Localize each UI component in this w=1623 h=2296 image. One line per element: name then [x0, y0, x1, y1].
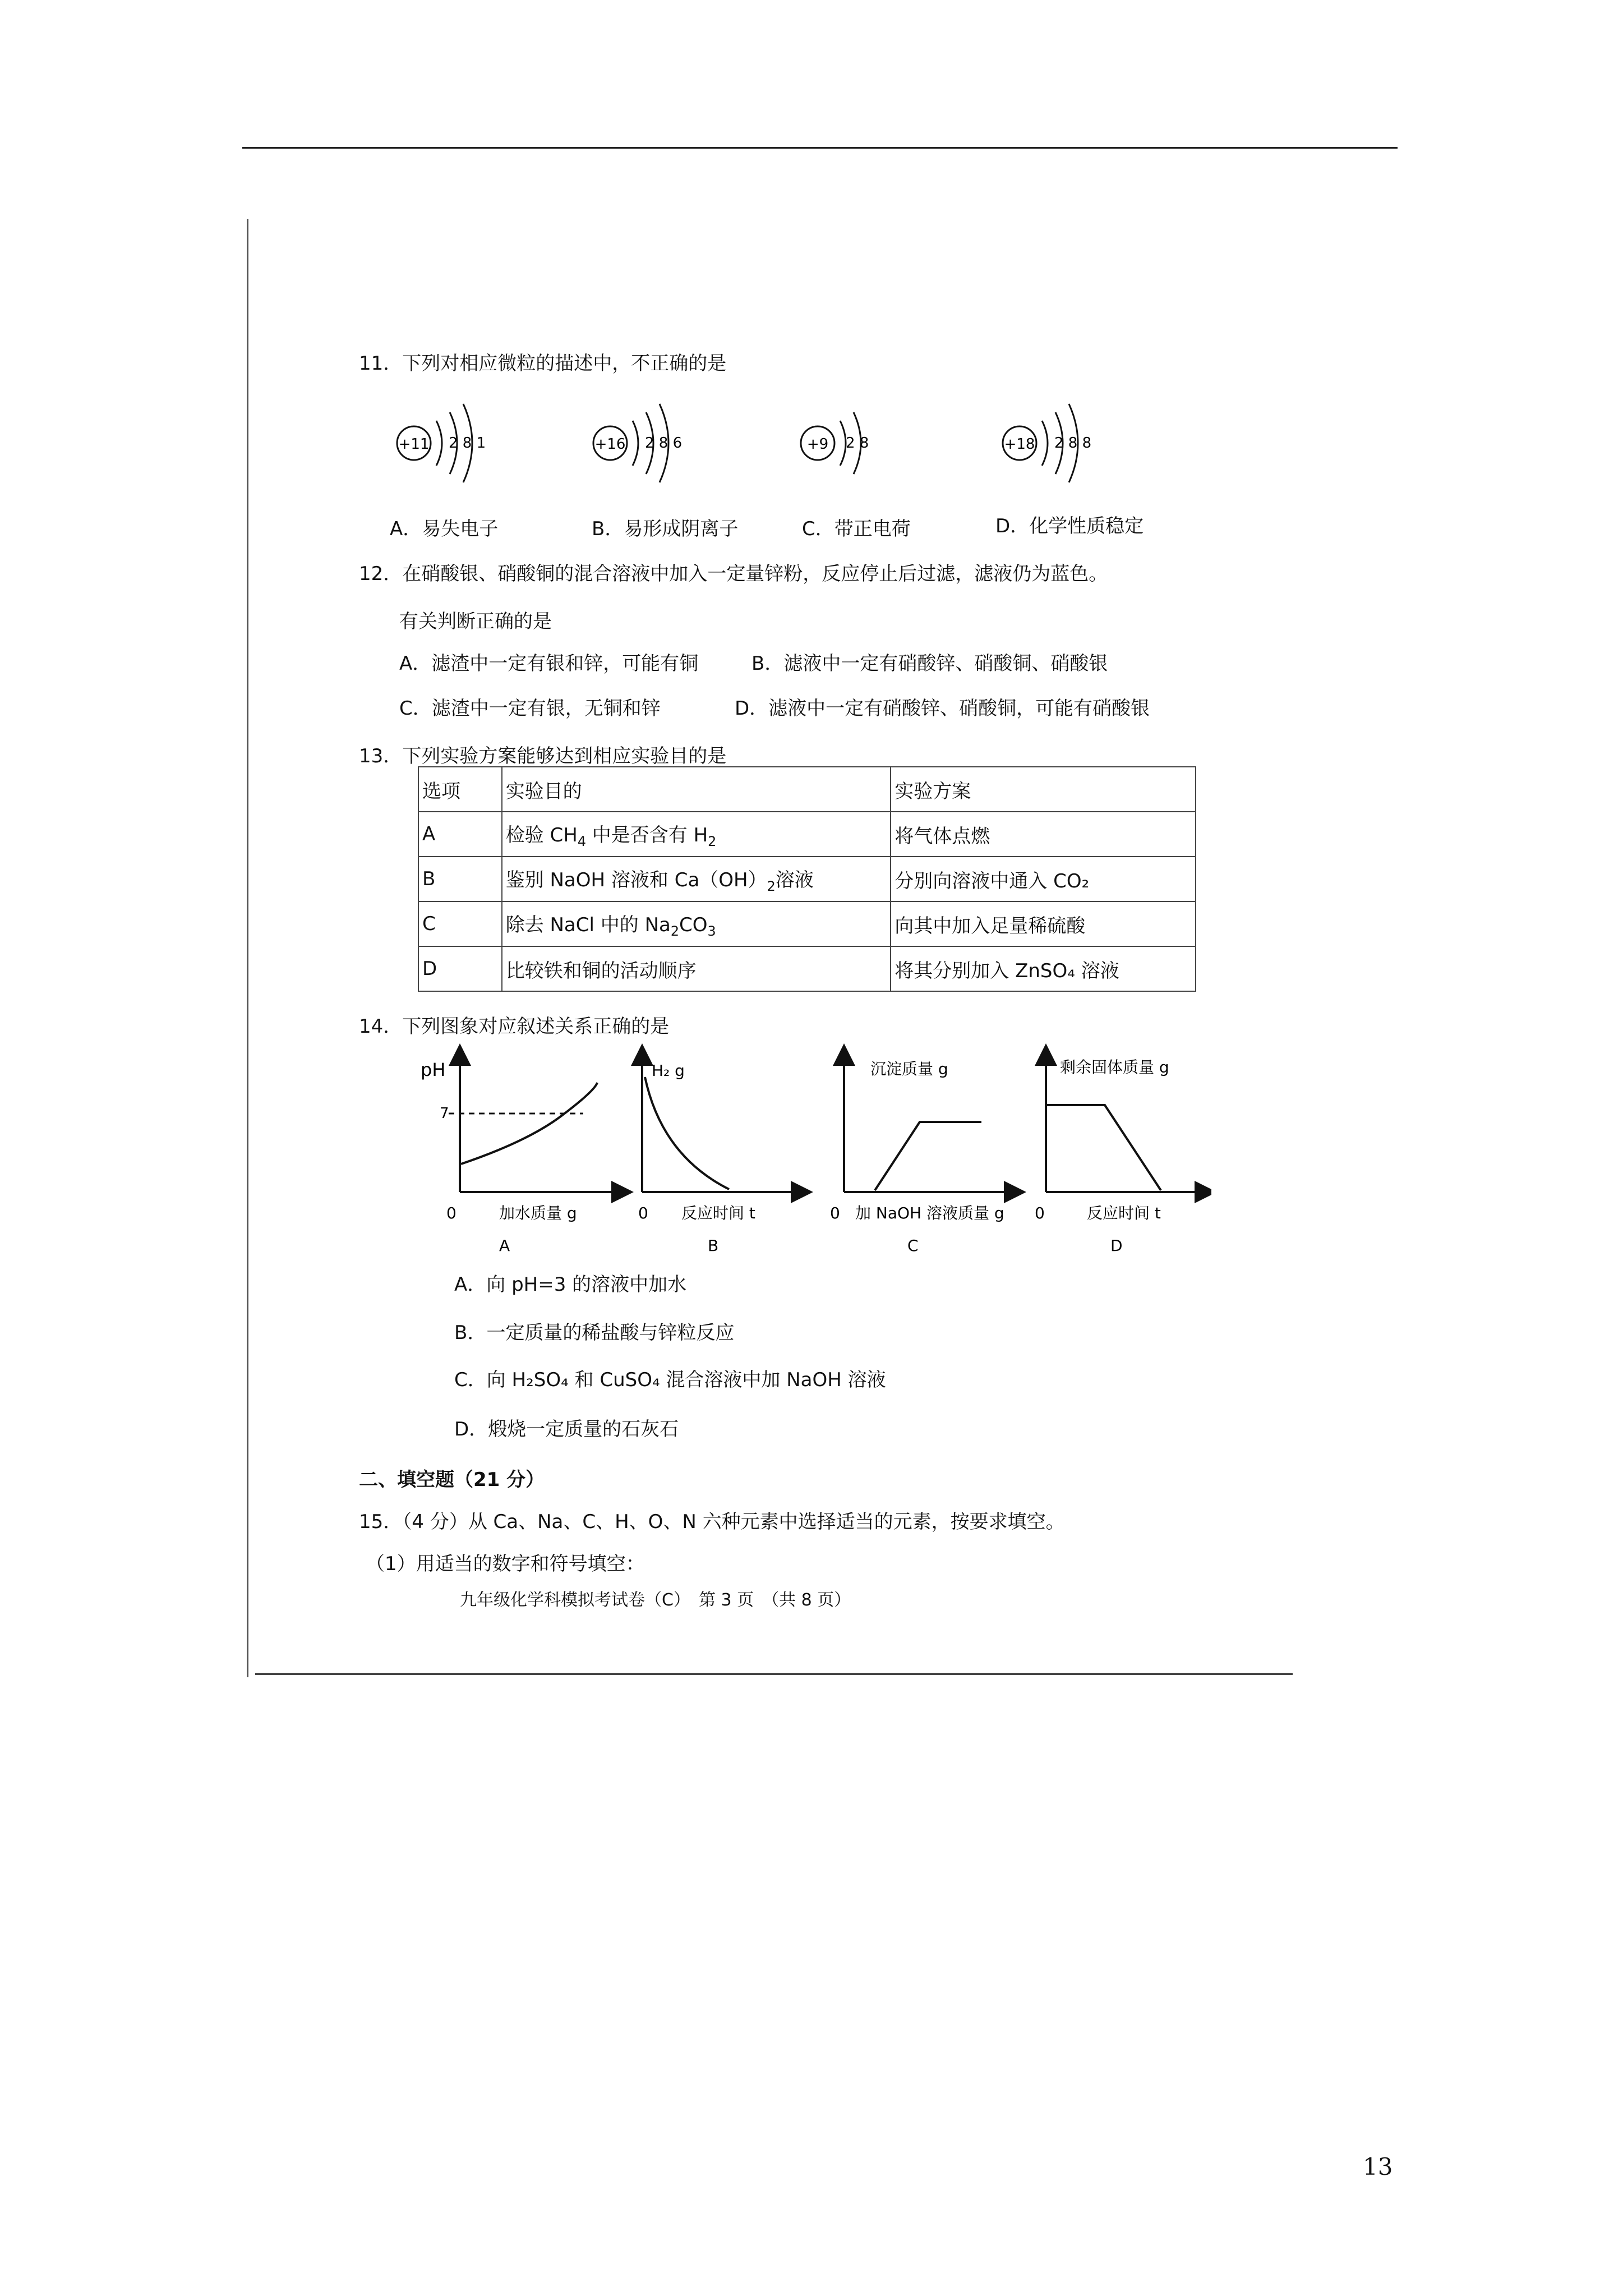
- q12-option-a: A．滤渣中一定有银和锌，可能有铜: [399, 652, 699, 675]
- row-goal: 除去 NaCl 中的 $Na_2CO_3$: [502, 901, 891, 946]
- table-row: [418, 857, 1196, 901]
- graph-a-xlabel: 加水质量 g: [499, 1204, 577, 1222]
- q11-option-d: D．化学性质稳定: [995, 515, 1144, 537]
- atom-d-shells: 2 8 8: [1054, 435, 1092, 452]
- row-option: A: [418, 812, 502, 857]
- graph-a-origin: 0: [446, 1204, 457, 1222]
- table-row: [418, 812, 1196, 857]
- atom-b-nucleus: +16: [594, 436, 626, 453]
- q14-option-d: D．煅烧一定质量的石灰石: [454, 1418, 679, 1441]
- graph-d: [1035, 1055, 1206, 1255]
- row-goal: 鉴别 NaOH 溶液和 $Ca(OH)_2$溶液: [502, 857, 891, 901]
- q12-stem-2: 有关判断正确的是: [399, 610, 552, 633]
- graph-c-origin: 0: [830, 1204, 840, 1222]
- section-2-heading: 二、填空题（21 分）: [359, 1469, 545, 1491]
- scan-bottom-edge: [255, 1673, 1293, 1675]
- graph-d-xlabel: 反应时间 t: [1087, 1204, 1161, 1222]
- graph-d-letter: D: [1110, 1236, 1123, 1255]
- header-cell-goal: 实验目的: [502, 767, 891, 812]
- table-row: [418, 901, 1196, 946]
- row-plan: 将气体点燃: [891, 812, 1196, 857]
- graph-a: [421, 1055, 623, 1255]
- atom-a-shells: 2 8 1: [449, 435, 486, 452]
- header-cell-option: 选项: [418, 767, 502, 812]
- atom-b-shells: 2 8 6: [645, 435, 683, 452]
- row-option: B: [418, 857, 502, 901]
- q12-stem: 12．在硝酸银、硝酸铜的混合溶液中加入一定量锌粉，反应停止后过滤，滤液仍为蓝色。: [359, 563, 1108, 585]
- graph-a-tick: 7: [440, 1105, 449, 1122]
- atom-c-nucleus: +9: [806, 436, 829, 453]
- graph-c-xlabel: 加 NaOH 溶液质量 g: [855, 1204, 1004, 1222]
- row-plan: 向其中加入足量稀硫酸: [891, 901, 1196, 946]
- row-plan: 分别向溶液中通入 CO₂: [891, 857, 1196, 901]
- graph-b-letter: B: [708, 1236, 719, 1255]
- graph-d-ylabel: 剩余固体质量 g: [1060, 1058, 1169, 1076]
- table-header-row: [418, 767, 1196, 812]
- header-rule: [242, 147, 1398, 149]
- q11-option-a: A．易失电子: [390, 518, 499, 540]
- q13-table: [418, 766, 1196, 992]
- atom-d-nucleus: +18: [1004, 436, 1035, 453]
- row-plan: 将其分别加入 ZnSO₄ 溶液: [891, 946, 1196, 991]
- q11-option-c: C．带正电荷: [802, 518, 911, 540]
- graph-b-ylabel: H₂ g: [652, 1061, 685, 1080]
- row-option: C: [418, 901, 502, 946]
- table-row: [418, 946, 1196, 991]
- graph-c-letter: C: [907, 1236, 919, 1255]
- graph-c: [830, 1055, 1015, 1255]
- page-number: 13: [1363, 2153, 1393, 2180]
- graph-b: [638, 1055, 802, 1255]
- graph-a-letter: A: [499, 1236, 510, 1255]
- header-cell-plan: 实验方案: [891, 767, 1196, 812]
- scan-left-edge: [247, 219, 248, 1677]
- row-goal: 检验 $CH_4$ 中是否含有 $H_2$: [502, 812, 891, 857]
- atom-diagram-b: [593, 404, 682, 482]
- graph-d-origin: 0: [1035, 1204, 1045, 1222]
- q14-option-a: A．向 pH=3 的溶液中加水: [454, 1273, 687, 1296]
- q14-option-b: B．一定质量的稀盐酸与锌粒反应: [454, 1322, 735, 1344]
- q12-option-b: B．滤液中一定有硝酸锌、硝酸铜、硝酸银: [751, 652, 1108, 675]
- row-goal: 比较铁和铜的活动顺序: [502, 946, 891, 991]
- graph-c-ylabel: 沉淀质量 g: [870, 1060, 948, 1078]
- q11-option-b: B．易形成阴离子: [592, 518, 739, 540]
- q12-option-c: C．滤渣中一定有银，无铜和锌: [399, 697, 661, 720]
- q14-graphs: [415, 1043, 1211, 1262]
- atom-diagram-c: [801, 412, 869, 474]
- q11-stem: 11．下列对相应微粒的描述中，不正确的是: [359, 352, 727, 375]
- q12-option-d: D．滤液中一定有硝酸锌、硝酸铜，可能有硝酸银: [735, 697, 1150, 720]
- atom-diagram-a: [397, 404, 486, 482]
- atom-c-shells: 2 8: [846, 435, 869, 452]
- q15-stem: 15．（4 分）从 Ca、Na、C、H、O、N 六种元素中选择适当的元素，按要求填空。: [359, 1511, 1065, 1533]
- q15-sub1: （1）用适当的数字和符号填空：: [366, 1553, 645, 1575]
- graph-b-xlabel: 反应时间 t: [681, 1204, 755, 1222]
- q14-option-c: C．向 H₂SO₄ 和 CuSO₄ 混合溶液中加 NaOH 溶液: [454, 1369, 886, 1391]
- atom-diagram-d: [1003, 404, 1091, 482]
- q14-stem: 14．下列图象对应叙述关系正确的是: [359, 1015, 670, 1038]
- graph-a-ylabel: pH: [421, 1059, 446, 1080]
- atom-a-nucleus: +11: [398, 436, 430, 453]
- graph-b-origin: 0: [638, 1204, 648, 1222]
- row-option: D: [418, 946, 502, 991]
- q13-stem: 13．下列实验方案能够达到相应实验目的是: [359, 745, 727, 767]
- page-footer: 九年级化学科模拟考试卷（C） 第 3 页 （共 8 页）: [460, 1590, 851, 1610]
- q11-atom-diagrams: [387, 387, 1172, 499]
